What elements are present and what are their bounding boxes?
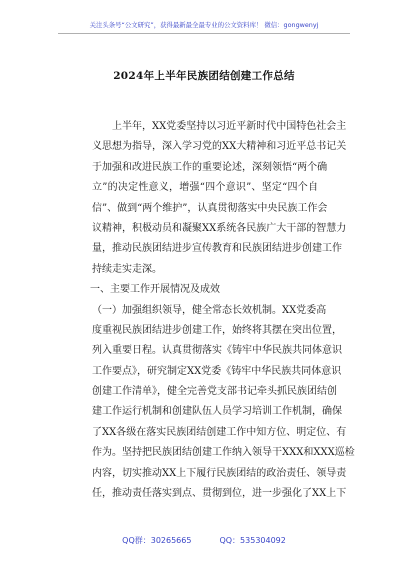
body-line: 持续走实走深。	[92, 263, 162, 275]
body-line: 信”、做到“两个维护”，认真贯彻落实中央民族工作会	[92, 202, 328, 214]
footer-qq: QQ：535304092	[219, 536, 286, 545]
footer-qq-group: QQ群：30265665	[122, 536, 192, 545]
body-line: 度重视民族团结进步创建工作，始终将其摆在突出位置，	[92, 324, 342, 336]
body-line: 了XX各级在落实民族团结创建工作中知方位、明定位、有	[92, 426, 347, 438]
body-line: 立”的决定性意义，增强“四个意识”、坚定“四个自	[92, 182, 318, 194]
body-line: 建工作运行机制和创建队伍人员学习培训工作机制，确保	[92, 406, 342, 418]
body-line: 于加强和改进民族工作的重要论述，深刻领悟“两个确	[92, 161, 328, 173]
body-line: 议精神，积极动员和凝聚XX系统各民族广大干部的智慧力	[92, 222, 347, 234]
document-title: 2024年上半年民族团结创建工作总结	[113, 70, 295, 82]
body-line: 创建工作清单》，健全完善党支部书记牵头抓民族团结创	[92, 386, 337, 398]
body-line: 作为。坚持把民族团结创建工作纳入领导干XXX和XXX巡检	[92, 447, 355, 459]
header-divider	[58, 33, 350, 34]
document-body	[90, 117, 355, 504]
header-banner: 关注头条号“公文研究”，获得最新最全最专业的公文资料库！ 微信：gongwenyj	[89, 21, 319, 29]
body-line: 任，推动责任落实到点、贯彻到位，进一步强化了XX上下	[92, 488, 347, 500]
section-heading: 一、主要工作开展情况及成效	[90, 284, 220, 296]
body-line: （一）加强组织领导，健全常态长效机制。XX党委高	[92, 304, 327, 316]
body-line: 量，推动民族团结进步宣传教育和民族团结进步创建工作	[92, 243, 342, 255]
body-line: 列入重要日程。认真贯彻落实《铸牢中华民族共同体意识	[92, 345, 342, 357]
body-line: 上半年，XX党委坚持以习近平新时代中国特色社会主	[112, 121, 347, 132]
footer-contact	[0, 535, 408, 546]
body-line: 义思想为指导，深入学习党的XX大精神和习近平总书记关	[92, 141, 347, 153]
body-line: 内容，切实推动XX上下履行民族团结的政治责任、领导责	[92, 467, 347, 479]
body-line: 工作要点》，研究制定XX党委《铸牢中华民族共同体意识	[92, 365, 342, 377]
